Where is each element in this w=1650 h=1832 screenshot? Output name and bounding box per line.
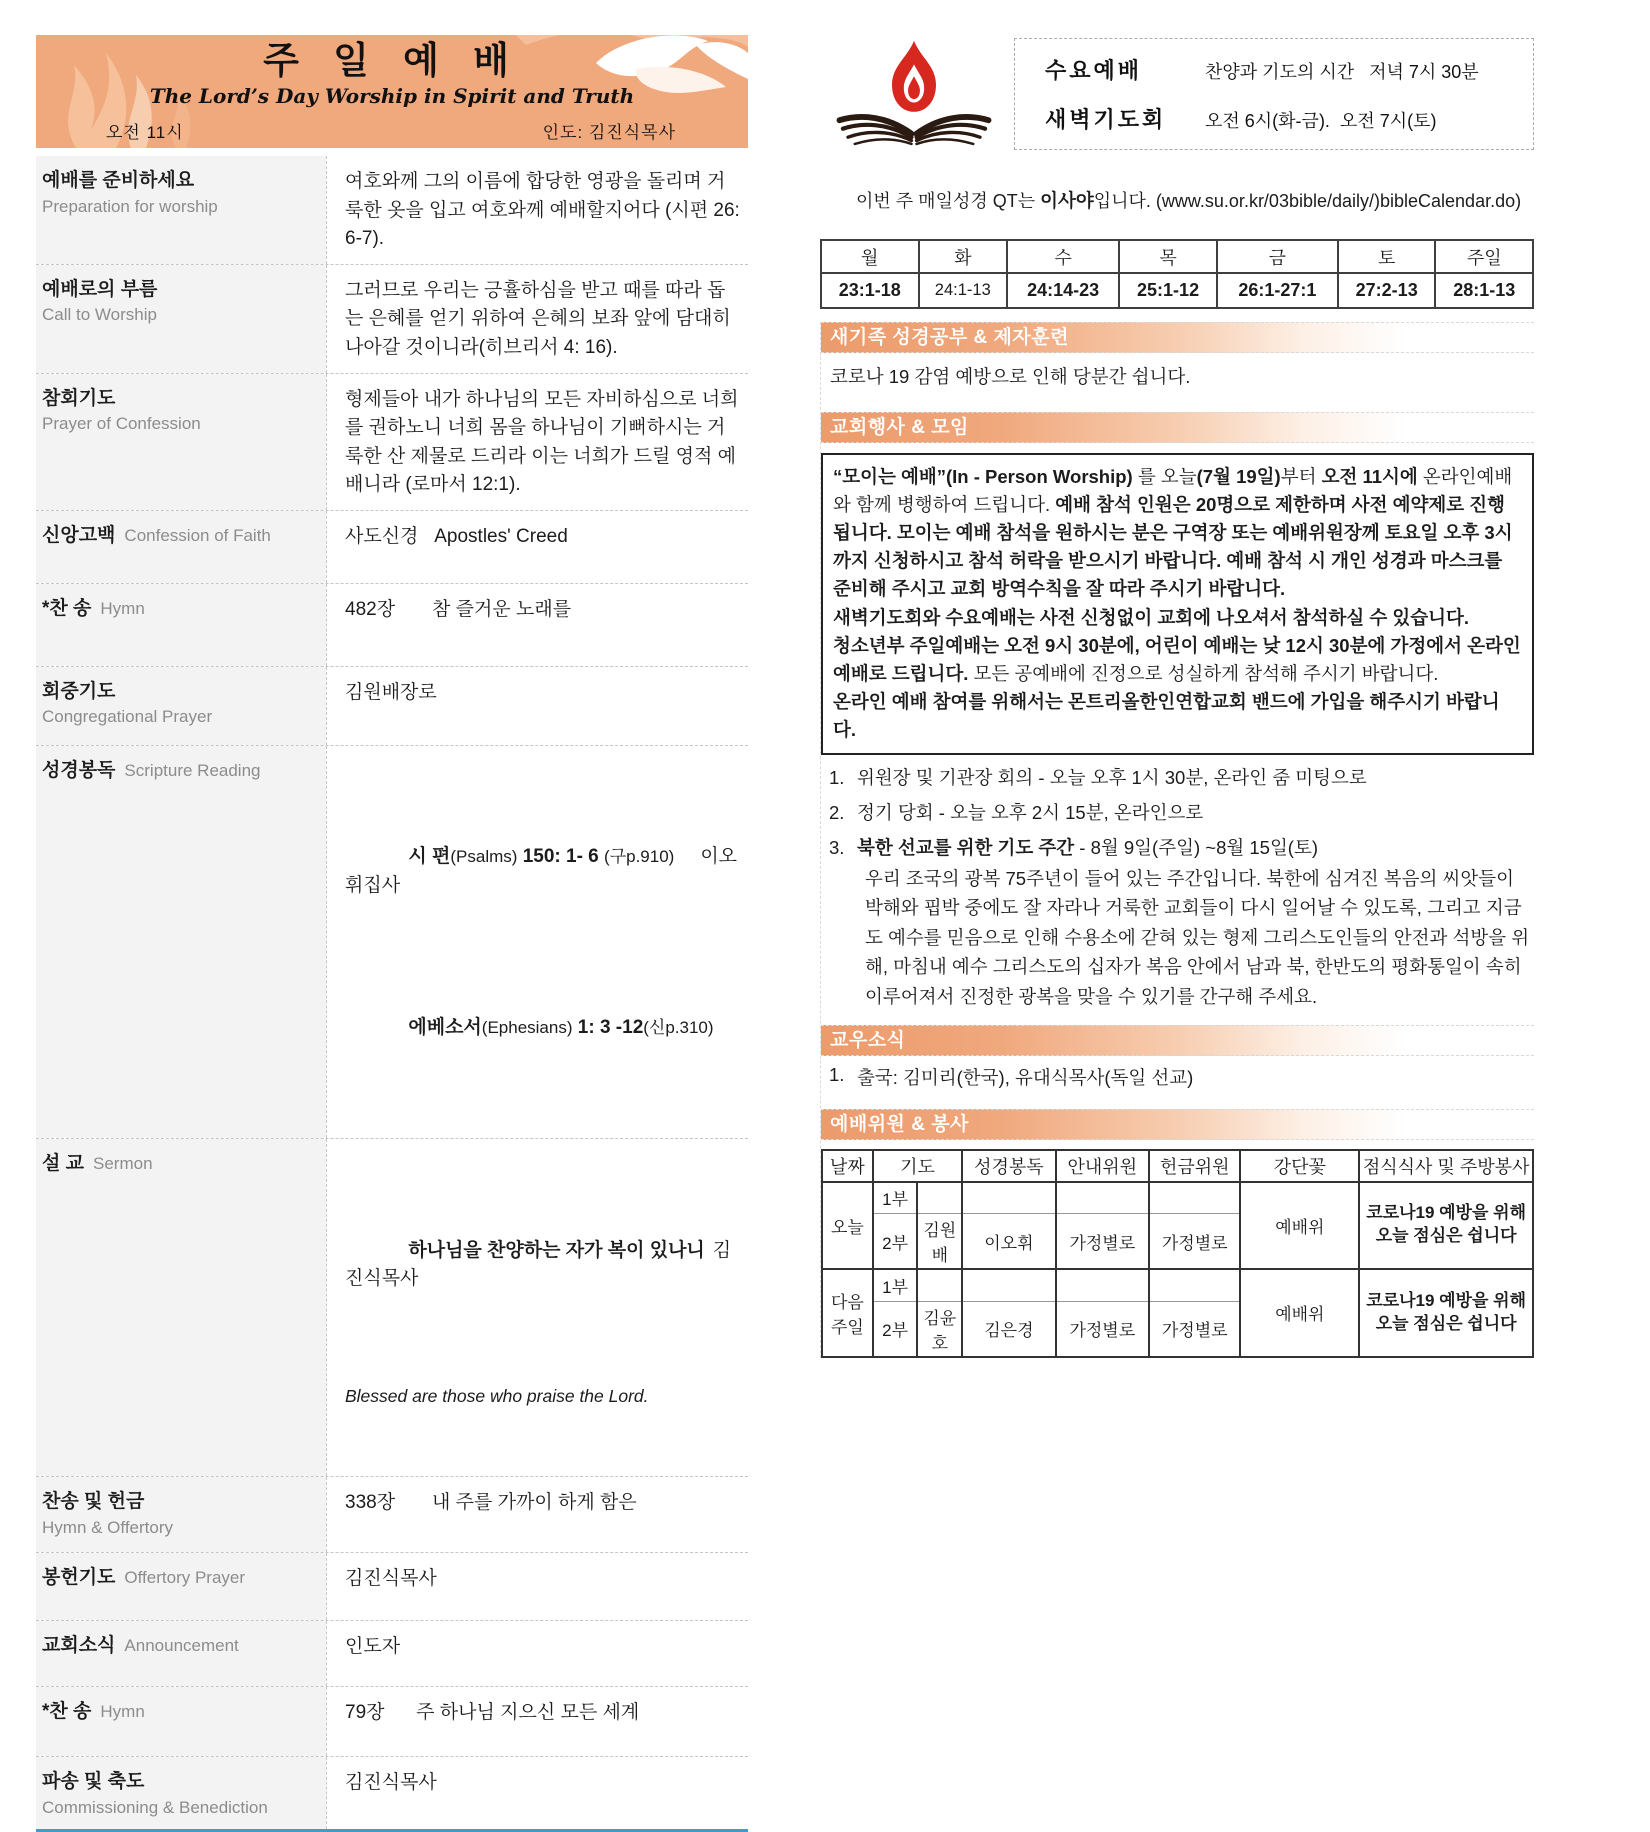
service-row [36,1756,748,1829]
meetings-list [821,765,1534,1011]
duty-date-line: 다음 [830,1292,864,1312]
page-title: 주 일 예 배 [263,40,521,81]
duty-cell: 이오휘 [962,1214,1055,1270]
duty-cell [1149,1182,1240,1214]
calendar-day: 수 [1007,240,1119,273]
announcement-text: 청소년부 주일예배는 오전 9시 30분에, 어린이 예배는 낮 12시 30분에 가정에서 온라인 예배로 드립니다. [833,634,1521,684]
duty-header: 성경봉독 [962,1150,1055,1182]
list-item [821,800,1534,827]
duty-part: 2부 [873,1214,918,1270]
service-content: 338장 내 주를 가까이 하게 함은 [326,1477,748,1552]
right-header [820,38,1534,150]
right-sections [820,322,1534,1358]
duty-header: 헌금위원 [1149,1150,1240,1182]
duty-cell [917,1269,962,1301]
service-content: 사도신경 Apostles' Creed [326,511,748,583]
prayer-week-paragraph: 우리 조국의 광복 75주년이 들어 있는 주간입니다. 북한에 심겨진 복음의 씨앗들이 박해와 핍박 중에도 잘 자라나 거룩한 교회들이 다시 일어날 수 있도록, 그리고 지금도 예수를 믿음으로 인해 수용소에 갇혀 있는 형제 그리스도인들의 안전과 석방을 위해, 마침내 예수 그리스도의 십자가 복음 안에서 남과 북, 한반도의 평화통일이 속히 이루어져서 진정한 광복을 맞을 수 있기를 간구해 주세요. [865,867,1530,1007]
duty-meal-line: 오늘 점심은 쉽니다 [1375,1226,1517,1246]
duty-cell [1056,1182,1149,1214]
wednesday-worship-time: 찬양과 기도의 시간 저녁 7시 30분 [1205,62,1479,82]
announcement-text: 오전 11시에 [1321,466,1418,487]
calendar-day: 주일 [1435,240,1533,273]
list-item [821,835,1534,862]
duty-meal-line: 코로나19 예방을 위해 [1366,1203,1526,1223]
service-label-en: Scripture Reading [124,760,261,780]
service-label-ko: 교회소식 [42,1635,116,1657]
calendar-reading: 24:14-23 [1007,273,1119,308]
service-label-ko: 성경봉독 [42,759,116,781]
service-row [36,264,748,373]
calendar-day: 금 [1217,240,1338,273]
section-newcomer-bible-study: 새기족 성경공부 & 제자훈련 [821,322,1534,353]
worship-banner [36,35,748,148]
calendar-days-row [821,240,1533,273]
church-logo-book-flame-icon [826,39,1002,149]
list-number: 1. [829,767,845,789]
service-label-ko: 예배를 준비하세요 [42,170,195,191]
service-label-ko: *찬 송 [42,597,92,619]
service-label-en: Announcement [124,1636,239,1656]
sermon-preacher: 김진식목사 [345,1239,732,1289]
service-row [36,1686,748,1756]
list-text: - 8월 9일(주일) ~8월 15일(토) [1074,836,1319,858]
service-row [36,510,748,583]
announcement-text: 모든 공예배에 진정으로 성실하게 참석해 주시기 바랍니다. [968,662,1439,684]
scripture-ref: 150: 1- 6 [517,846,605,867]
service-row [36,583,748,666]
service-label-en: Offertory Prayer [124,1568,246,1588]
service-label-en: Commissioning & Benediction [42,1797,268,1817]
scripture-book: 시 편 [408,846,451,867]
service-content: 김원배장로 [326,667,748,745]
calendar-day: 토 [1338,240,1436,273]
service-label-ko: *찬 송 [42,1701,92,1723]
scripture-page: (신p.310) [643,1018,714,1037]
service-label-en: Call to Worship [42,305,157,325]
duty-row-today-1 [822,1182,1533,1214]
service-label-ko: 파송 및 축도 [42,1771,145,1793]
service-content: 79장 주 하나님 지으신 모든 세계 [326,1687,748,1756]
service-row [36,156,748,264]
duty-cell: 가정별로 [1056,1301,1149,1357]
calendar-reading: 28:1-13 [1435,273,1533,308]
duty-cell [1149,1269,1240,1301]
scripture-ref: 1: 3 -12 [572,1017,644,1038]
calendar-day: 월 [821,240,919,273]
calendar-reading: 24:1-13 [919,273,1008,308]
dawn-prayer-time: 오전 6시(화-금). 오전 7시(토) [1205,111,1437,131]
service-row [36,1476,748,1552]
news-text: 출국: 김미리(한국), 유대식목사(독일 선교) [857,1066,1194,1088]
announcement-text: 온라인 예배 참여를 위해서는 몬트리올한인연합교회 밴드에 가입을 해주시기 바랍니다. [833,690,1500,740]
service-label-ko: 참회기도 [42,387,116,409]
service-row [36,1620,748,1686]
list-number: 2. [829,801,845,823]
in-person-worship-announcement [821,453,1534,755]
duty-cell [1056,1269,1149,1301]
scripture-content [326,746,748,1139]
bible-reading-calendar [820,239,1534,309]
duty-header: 점식식사 및 주방봉사 [1359,1150,1533,1182]
calendar-reading: 25:1-12 [1119,273,1217,308]
calendar-reading: 26:1-27:1 [1217,273,1338,308]
list-text: 위원장 및 기관장 회의 - 오늘 오후 1시 30분, 온라인 줌 미팅으로 [857,767,1367,789]
service-leader: 인도: 김진식목사 [542,122,676,142]
duty-cell [962,1269,1055,1301]
service-time: 오전 11시 [106,122,184,142]
announcement-text: “모이는 예배”(In - Person Worship) [833,466,1133,487]
duty-cell [917,1182,962,1214]
announcement-text: 온라인예배와 함께 병행하여 드립니다. [833,466,1513,516]
section-member-news: 교우소식 [821,1025,1534,1056]
service-label-en: Congregational Prayer [42,707,213,727]
list-item [821,765,1534,792]
duty-part: 1부 [873,1182,918,1214]
qt-url: 입니다. (www.su.or.kr/03bible/daily/)bibleCalendar.do) [1093,191,1522,211]
list-number: 1. [829,1063,845,1085]
sermon-title-ko: 하나님을 찬양하는 자가 복이 있나니 [408,1239,705,1261]
section-church-events: 교회행사 & 모임 [821,412,1534,443]
qt-notice [820,166,1534,234]
duty-date [822,1269,873,1357]
service-label-en: Hymn & Offertory [42,1517,173,1537]
duty-cell: 가정별로 [1056,1214,1149,1270]
announcement-text: 를 오늘 [1132,466,1197,487]
duty-header: 기도 [873,1150,962,1182]
service-row [36,666,748,745]
announcement-text: 예배 참석 인원은 20명으로 제한하며 사전 예약제로 진행됩니다. 모이는 예배 참석을 원하시는 분은 구역장 또는 예배위원장께 토요일 오후 3시까지 신청하시고 참석 허락을 받으시기 바랍니다. 예배 참석 시 개인 성경과 마스크를 준비해 주시고 교회 방역수칙을 잘 따라 주시기 바랍니다. [833,494,1513,600]
list-text: 정기 당회 - 오늘 오후 2시 15분, 온라인으로 [857,801,1204,823]
service-label-en: Confession of Faith [124,525,271,545]
service-label-ko: 봉헌기도 [42,1567,116,1589]
service-label-ko: 신앙고백 [42,524,116,546]
announcement-text: 새벽기도회와 수요예배는 사전 신청없이 교회에 나오셔서 참석하실 수 있습니다. [833,606,1470,628]
duty-header: 날짜 [822,1150,873,1182]
wednesday-worship-title: 수요예배 [1045,58,1143,83]
member-news-item [821,1056,1534,1096]
duty-cell: 김은경 [962,1301,1055,1357]
service-row-sermon [36,1138,748,1476]
newcomer-notice: 코로나 19 감염 예방으로 인해 당분간 쉽니다. [830,366,1191,387]
list-number: 3. [829,836,845,858]
scripture-book: 에베소서 [408,1017,482,1038]
service-row-scripture [36,745,748,1139]
service-label-en: Prayer of Confession [42,414,201,434]
service-content: 김진식목사 [326,1757,748,1829]
announcements-page [820,38,1534,1358]
duty-meal [1359,1269,1533,1357]
duty-date: 오늘 [822,1182,873,1270]
service-content: 482장 참 즐거운 노래를 [326,584,748,666]
duty-cell: 가정별로 [1149,1301,1240,1357]
calendar-day: 목 [1119,240,1217,273]
service-label-ko: 찬송 및 헌금 [42,1491,145,1513]
service-label-en: Sermon [93,1154,153,1173]
service-label-ko: 회중기도 [42,680,116,702]
duty-cell: 가정별로 [1149,1214,1240,1270]
announcement-text: (7월 19일) [1196,466,1281,487]
order-of-service [36,156,748,1832]
service-content: 형제들아 내가 하나님의 모든 자비하심으로 너희를 권하노니 너희 몸을 하나님이 기뻐하시는 거룩한 산 제물로 드리라 이는 너희가 드릴 영적 예배니라 (로마서 12:1). [326,374,748,510]
calendar-day: 화 [919,240,1008,273]
qt-prefix: 이번 주 매일성경 QT는 [856,191,1041,211]
service-label-en: Hymn [100,598,145,618]
service-content: 김진식목사 [326,1553,748,1620]
list-text-bold: 북한 선교를 위한 기도 주간 [857,836,1075,858]
section-worship-servants: 예배위원 & 봉사 [821,1109,1534,1140]
service-label-ko: 설 교 [42,1153,84,1174]
service-row [36,373,748,510]
service-content: 여호와께 그의 이름에 합당한 영광을 돌리며 거룩한 옷을 입고 여호와께 예배할지어다 (시편 26: 6-7). [326,156,748,264]
service-label-ko: 예배로의 부름 [42,278,158,300]
duty-meal-line: 코로나19 예방을 위해 [1366,1290,1526,1310]
duty-meal-line: 오늘 점심은 쉽니다 [1375,1313,1517,1333]
duty-header-row [822,1150,1533,1182]
duty-cell: 김윤호 [917,1301,962,1357]
calendar-reading: 27:2-13 [1338,273,1436,308]
scripture-book-en: (Ephesians) [481,1018,573,1037]
duty-header: 안내위원 [1056,1150,1149,1182]
dawn-prayer-title: 새벽기도회 [1045,107,1167,132]
duty-meal [1359,1182,1533,1270]
sunday-worship-page [36,35,748,1832]
service-times-box [1014,38,1534,150]
service-content: 인도자 [326,1621,748,1686]
duty-flower: 예배위 [1240,1182,1359,1270]
service-label-en: Preparation for worship [42,196,218,216]
scripture-reader: 이오휘집사 [345,846,738,896]
calendar-reading: 23:1-18 [821,273,919,308]
qt-book: 이사야 [1040,190,1094,211]
duty-cell [962,1182,1055,1214]
duty-cell: 김원배 [917,1214,962,1270]
service-content: 그러므로 우리는 긍휼하심을 받고 때를 따라 돕는 은혜를 얻기 위하여 은혜의 보좌 앞에 담대히 나아갈 것이니라(히브리서 4: 16). [326,265,748,373]
calendar-readings-row [821,273,1533,308]
sermon-content [326,1139,748,1476]
service-row [36,1552,748,1620]
duty-flower: 예배위 [1240,1269,1359,1357]
announcement-text: 부터 [1280,466,1322,487]
servants-duty-table [821,1149,1534,1358]
duty-part: 1부 [873,1269,918,1301]
scripture-book-en: (Psalms) [450,847,518,866]
duty-date-line: 주일 [830,1317,864,1337]
service-label-en: Hymn [100,1702,145,1722]
duty-row-next-1 [822,1269,1533,1301]
sermon-title-en: Blessed are those who praise the Lord. [345,1386,649,1406]
scripture-page: (구p.910) [604,847,675,866]
duty-header: 강단꽃 [1240,1150,1359,1182]
duty-part: 2부 [873,1301,918,1357]
page-subtitle: The Lord’s Day Worship in Spirit and Truth [149,83,635,108]
